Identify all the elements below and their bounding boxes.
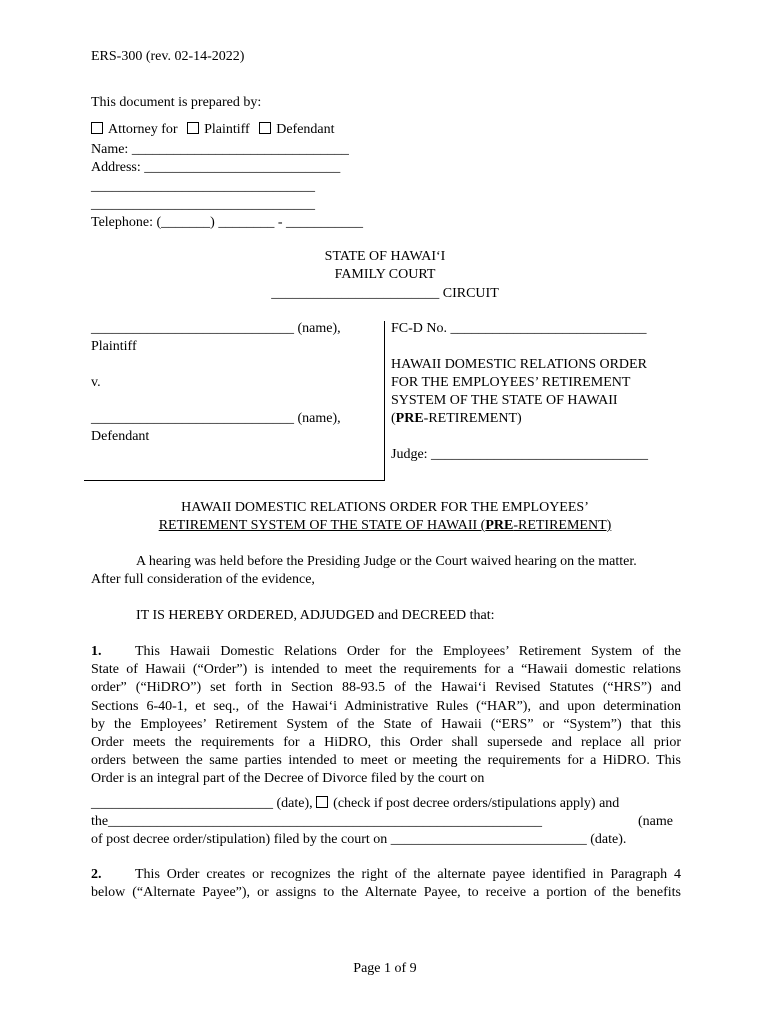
order-title-line-2: FOR THE EMPLOYEES’ RETIREMENT bbox=[391, 375, 631, 390]
order-title-rest: -RETIREMENT) bbox=[423, 411, 522, 426]
name-suffix: (name bbox=[638, 814, 673, 829]
defendant-name-line: _____________________________ (name), bbox=[91, 411, 341, 426]
caption-bottom-rule bbox=[84, 480, 385, 481]
defendant-label: Defendant bbox=[91, 429, 150, 444]
order-title-line-1: HAWAII DOMESTIC RELATIONS ORDER bbox=[391, 357, 647, 372]
the-label: the bbox=[91, 814, 109, 829]
address-blank-line-2: ________________________________ bbox=[91, 197, 315, 212]
address-blank-line-1: ________________________________ bbox=[91, 179, 315, 194]
form-id: ERS-300 (rev. 02-14-2022) bbox=[91, 49, 245, 64]
plaintiff-label: Plaintiff bbox=[91, 339, 137, 354]
plaintiff-option-label: Plaintiff bbox=[204, 122, 250, 137]
post-decree-filed-line: of post decree order/stipulation) filed by the court on ____________________________ (date). bbox=[91, 832, 627, 847]
page-number: Page 1 of 9 bbox=[353, 961, 417, 976]
ordered-statement: IT IS HEREBY ORDERED, ADJUDGED and DECREED that: bbox=[136, 608, 495, 623]
court-state: STATE OF HAWAI‘I bbox=[324, 249, 446, 264]
section-1 bbox=[91, 643, 681, 789]
defendant-checkbox[interactable] bbox=[259, 122, 271, 134]
post-decree-checkbox[interactable] bbox=[316, 796, 328, 808]
order-title-line-4: (PRE-RETIREMENT) bbox=[391, 411, 522, 426]
section-1-line-5: by the Employees’ Retirement System of the State of Hawaii (“ERS” or “System”) that this bbox=[91, 716, 681, 732]
versus-label: v. bbox=[91, 375, 101, 390]
court-name: FAMILY COURT bbox=[334, 267, 436, 282]
name-field: Name: _______________________________ bbox=[91, 142, 349, 157]
order-title-line-3: SYSTEM OF THE STATE OF HAWAII bbox=[391, 393, 618, 408]
document-title-line-2c: -RETIREMENT) bbox=[513, 518, 612, 533]
order-title-pre: PRE bbox=[395, 411, 424, 426]
section-1-line-7: orders between the same parties intended to meet or meeting the requirements for a HiDRO. This bbox=[91, 753, 681, 769]
intro-line-1: A hearing was held before the Presiding Judge or the Court waived hearing on the matter. bbox=[136, 554, 637, 569]
document-title-line-1: HAWAII DOMESTIC RELATIONS ORDER FOR THE EMPLOYEES’ bbox=[181, 500, 589, 515]
section-1-line-1: 1. This Hawaii Domestic Relations Order for the Employees’ Retirement System of the bbox=[91, 643, 681, 661]
address-field: Address: ____________________________ bbox=[91, 160, 341, 175]
section-1-number: 1. bbox=[91, 644, 102, 659]
section-2-number: 2. bbox=[91, 867, 102, 882]
judge-field: Judge: _______________________________ bbox=[391, 447, 649, 462]
telephone-field: Telephone: (_______) ________ - ___________ bbox=[91, 215, 363, 230]
section-1-line-3: order” (“HiDRO”) set forth in Section 88-93.5 of the Hawai‘i Revised Statutes (“HRS”) and bbox=[91, 680, 681, 696]
section-2 bbox=[91, 866, 681, 902]
document-title-line-2a: RETIREMENT SYSTEM OF THE STATE OF HAWAII ( bbox=[158, 518, 486, 533]
post-decree-name-blank: ______________________________________________________________ bbox=[108, 814, 542, 829]
caption-vertical-divider bbox=[384, 321, 385, 481]
court-circuit: ________________________ CIRCUIT bbox=[271, 286, 499, 301]
section-1-line-4: Sections 6-40-1, et seq., of the Hawai‘i Administrative Rules (“HAR”), and upon determination bbox=[91, 698, 681, 714]
section-1-line-2: State of Hawaii (“Order”) is intended to meet the requirements for a “Hawaii domestic relations bbox=[91, 662, 681, 678]
document-title-line-2 bbox=[0, 517, 770, 535]
section-1-line-6: Order meets the requirements for a HiDRO, this Order shall supersede and replace all prior bbox=[91, 735, 681, 751]
attorney-checkbox[interactable] bbox=[91, 122, 103, 134]
plaintiff-checkbox[interactable] bbox=[187, 122, 199, 134]
intro-line-2: After full consideration of the evidence, bbox=[91, 572, 315, 587]
plaintiff-name-line: _____________________________ (name), bbox=[91, 321, 341, 336]
prepared-by-options bbox=[91, 121, 335, 139]
section-2-line-1: 2. This Order creates or recognizes the right of the alternate payee identified in Paragraph 4 bbox=[91, 866, 681, 884]
document-title-pre: PRE bbox=[485, 518, 514, 533]
section-1-line-8: Order is an integral part of the Decree of Divorce filed by the court on bbox=[91, 771, 485, 787]
decree-date-line: __________________________ (date), (check if post decree orders/stipulations apply) and bbox=[91, 796, 620, 811]
section-2-line-2: below (“Alternate Payee”), or assigns to the Alternate Payee, to receive a portion of the benefits bbox=[91, 885, 681, 901]
attorney-label: Attorney for bbox=[108, 122, 178, 137]
case-number: FC-D No. ____________________________ bbox=[391, 321, 647, 336]
prepared-by-heading: This document is prepared by: bbox=[91, 95, 262, 110]
defendant-option-label: Defendant bbox=[276, 122, 335, 137]
